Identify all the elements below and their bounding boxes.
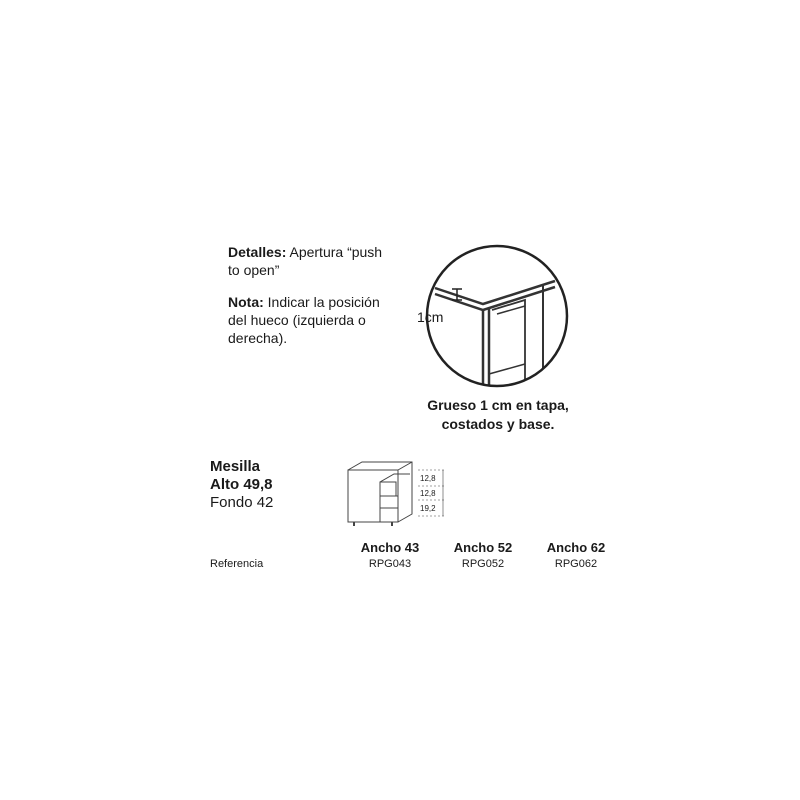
reference-row-label: Referencia — [210, 558, 264, 570]
product-depth: Fondo 42 — [210, 494, 274, 511]
thickness-detail-illustration — [415, 236, 585, 401]
reference-code-52: RPG052 — [461, 558, 505, 570]
thickness-caption — [398, 396, 598, 434]
details-text: Apertura “push to open” — [228, 244, 383, 278]
width-header-62: Ancho 62 — [546, 540, 606, 555]
product-info — [210, 458, 273, 512]
caption-line-1: Grueso 1 cm en tapa, — [427, 397, 569, 413]
width-header-52: Ancho 52 — [453, 540, 513, 555]
product-height: Alto 49,8 — [210, 476, 273, 493]
reference-code-62: RPG062 — [554, 558, 598, 570]
details-note — [228, 243, 393, 279]
reference-code-43: RPG043 — [368, 558, 412, 570]
caption-line-2: costados y base. — [441, 416, 555, 432]
notes-block — [228, 243, 393, 361]
dim-bottom: 19,2 — [420, 504, 436, 513]
details-label: Detalles: — [228, 244, 287, 260]
thickness-dimension-label: 1cm — [417, 309, 444, 325]
note-text: Indicar la posición del hueco (izquierda o derecha). — [228, 294, 380, 346]
width-header-43: Ancho 43 — [360, 540, 420, 555]
dim-top: 12,8 — [420, 474, 436, 483]
thickness-detail-svg — [415, 236, 585, 396]
nightstand-sketch — [340, 460, 460, 535]
position-note — [228, 293, 393, 347]
nightstand-svg — [340, 460, 460, 530]
dim-middle: 12,8 — [420, 489, 436, 498]
note-label: Nota: — [228, 294, 264, 310]
product-name: Mesilla — [210, 458, 261, 475]
